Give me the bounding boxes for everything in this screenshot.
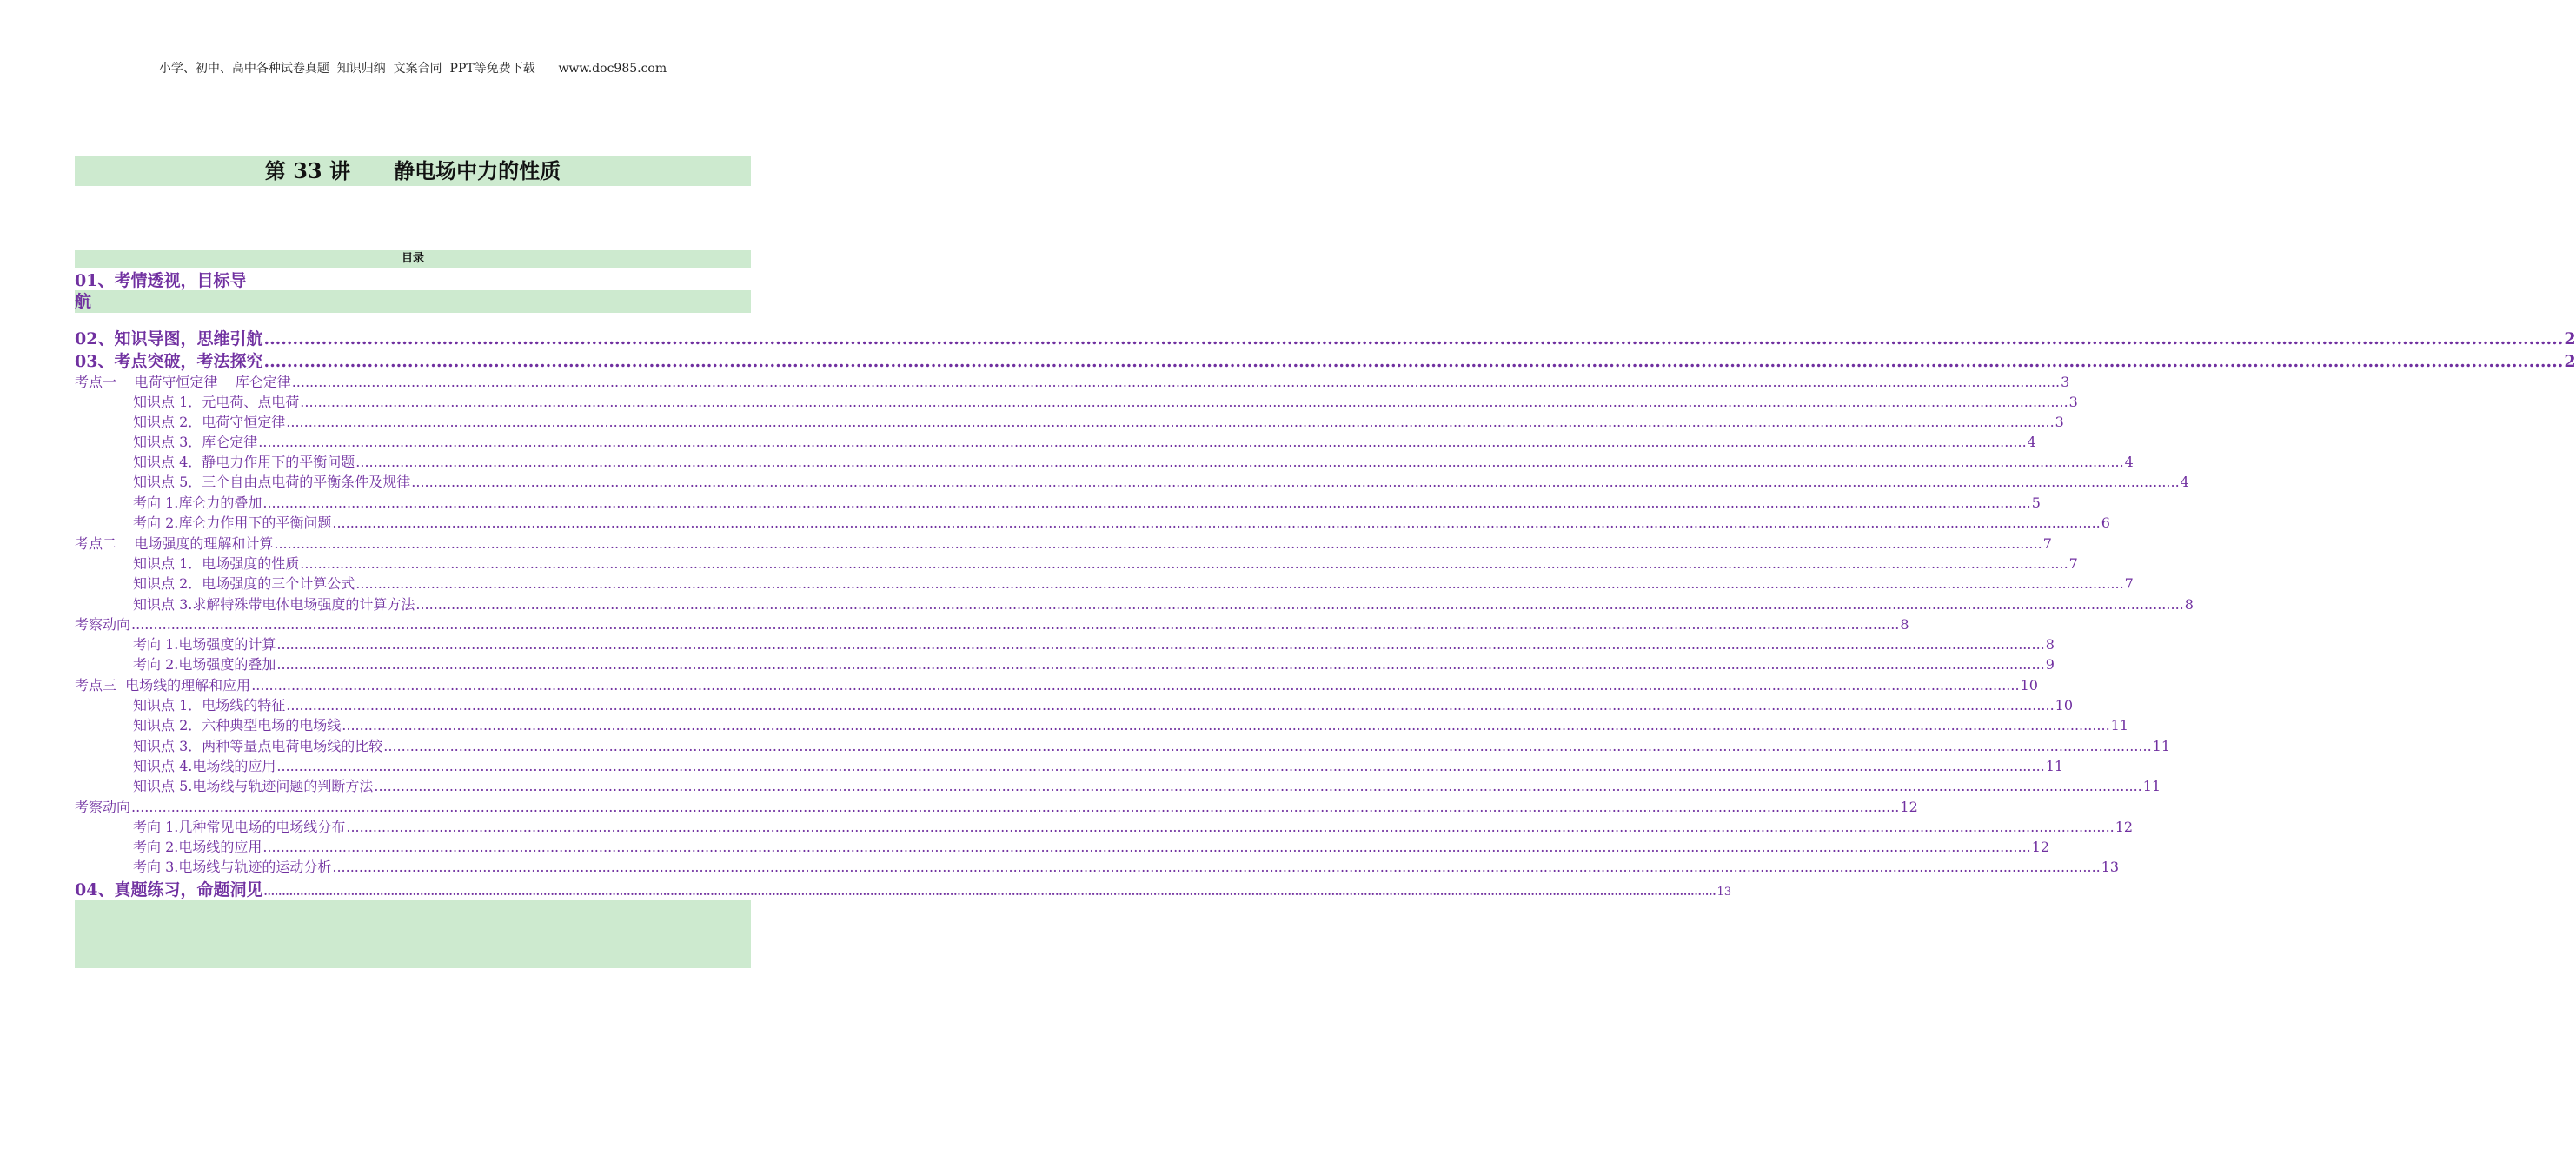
dot-leader: ................................................................................................................................................................................................................................................................................................................................................................................................................ (355, 454, 2124, 470)
dot-leader: ................................................................................................................................................................................................................................................................................................................................................................................................................ (263, 329, 2564, 348)
toc-entry[interactable] (133, 433, 2036, 452)
toc-entry-label: 考点三 电场线的理解和应用 (75, 677, 251, 694)
toc-entry-page: 7 (2068, 555, 2078, 572)
toc-entry[interactable] (133, 818, 2134, 837)
toc-entry-page: 11 (2152, 738, 2171, 754)
dot-leader: ................................................................................................................................................................................................................................................................................................................................................................................................................ (355, 575, 2124, 592)
dot-leader: ................................................................................................................................................................................................................................................................................................................................................................................................................ (300, 394, 2068, 410)
toc-entry-label: 知识点 5．三个自由点电荷的平衡条件及规律 (133, 474, 411, 490)
dot-leader: ................................................................................................................................................................................................................................................................................................................................................................................................................ (411, 474, 2180, 490)
toc-entry-label: 知识点 2．六种典型电场的电场线 (133, 717, 342, 733)
toc-entry-label: 知识点 4.电场线的应用 (133, 758, 276, 774)
dot-leader: ................................................................................................................................................................................................................................................................................................................................................................................................................ (262, 494, 2031, 511)
highlight-box (75, 900, 751, 968)
dot-leader: ................................................................................................................................................................................................................................................................................................................................................................................................................ (286, 697, 2055, 713)
dot-leader: ................................................................................................................................................................................................................................................................................................................................................................................................................ (131, 799, 1900, 815)
toc-entry-section01[interactable] (75, 269, 751, 315)
toc-entry[interactable] (133, 838, 2050, 857)
highlight-band (75, 290, 751, 313)
toc-entry[interactable] (133, 757, 2064, 776)
dot-leader: ................................................................................................................................................................................................................................................................................................................................................................................................................ (263, 352, 2564, 371)
toc-entry-label: 考向 3.电场线与轨迹的运动分析 (133, 859, 332, 875)
toc-entry-label: 知识点 1．电场线的特征 (133, 697, 286, 713)
toc-entry-page: 6 (2101, 514, 2110, 531)
toc-entry[interactable] (133, 716, 2129, 735)
dot-leader: ................................................................................................................................................................................................................................................................................................................................................................................................................ (346, 819, 2115, 835)
toc-entry-page: 10 (2055, 697, 2074, 713)
toc-entry[interactable] (133, 514, 2110, 533)
toc-entry-page: 11 (2110, 717, 2129, 733)
toc-entry-label: 考点二 电场强度的理解和计算 (75, 535, 274, 552)
toc-entry-label: 01、考情透视，目标导 (75, 271, 247, 290)
dot-leader: ................................................................................................................................................................................................................................................................................................................................................................................................................ (276, 656, 2045, 673)
toc-entry-label: 考点一 电荷守恒定律 库仑定律 (75, 374, 291, 390)
toc-entry-page: 9 (2045, 656, 2055, 673)
toc-entry[interactable] (133, 393, 2078, 412)
toc-entry-page: 8 (2045, 636, 2055, 653)
toc-entry-label: 考向 1.库仑力的叠加 (133, 494, 262, 511)
dot-leader: ................................................................................................................................................................................................................................................................................................................................................................................................................ (286, 414, 2055, 430)
toc-entry-page: 3 (2055, 414, 2064, 430)
toc-entry[interactable] (133, 595, 2194, 614)
toc-entry[interactable] (75, 351, 2576, 372)
toc-entry-page: 7 (2042, 535, 2052, 552)
toc-entry-page: 8 (2184, 596, 2194, 613)
toc-entry-label: 考向 1.几种常见电场的电场线分布 (133, 819, 346, 835)
dot-leader: ................................................................................................................................................................................................................................................................................................................................................................................................................ (332, 859, 2101, 875)
toc-entry[interactable] (133, 635, 2055, 654)
toc-entry[interactable] (133, 777, 2161, 796)
toc-entry-label: 知识点 2．电荷守恒定律 (133, 414, 286, 430)
toc-entry-page: 3 (2061, 374, 2070, 390)
toc-entry-page: 11 (2045, 758, 2064, 774)
toc-entry[interactable] (75, 615, 1909, 634)
toc-entry[interactable] (75, 373, 2070, 392)
toc-entry[interactable] (133, 473, 2189, 492)
toc-entry-page: 2 (2564, 352, 2576, 371)
dot-leader: ................................................................................................................................................................................................................................................................................................................................................................................................................ (276, 636, 2045, 653)
dot-leader: ................................................................................................................................................................................................................................................................................................................................................................................................................ (258, 434, 2027, 450)
toc-entry-page: 2 (2564, 329, 2576, 348)
toc-entry[interactable] (133, 494, 2041, 513)
toc-entry-label: 考察动向 (75, 616, 131, 633)
toc-entry-page: 8 (1900, 616, 1909, 633)
toc-entry-label: 知识点 1．元电荷、点电荷 (133, 394, 300, 410)
toc-entry-label: 03、考点突破，考法探究 (75, 352, 263, 371)
dot-leader: ................................................................................................................................................................................................................................................................................................................................................................................................................ (332, 514, 2101, 531)
toc-entry-page: 4 (2180, 474, 2189, 490)
toc-entry[interactable] (75, 328, 2576, 349)
toc-entry-page: 12 (2031, 839, 2050, 855)
dot-leader: ................................................................................................................................................................................................................................................................................................................................................................................................................ (415, 596, 2184, 613)
toc-entry[interactable] (133, 554, 2078, 574)
toc-entry-label: 04、真题练习，命题洞见 (75, 880, 263, 899)
dot-leader: ................................................................................................................................................................................................................................................................................................................................................................................................................ (262, 839, 2031, 855)
toc-entry-page: 7 (2124, 575, 2134, 592)
toc-entry-page: 3 (2068, 394, 2078, 410)
toc-entry[interactable] (133, 574, 2134, 594)
dot-leader: ................................................................................................................................................................................................................................................................................................................................................................................................................ (276, 758, 2045, 774)
toc-entry-label: 知识点 1．电场强度的性质 (133, 555, 300, 572)
dot-leader: ................................................................................................................................................................................................................................................................................................................................................................................................................ (342, 717, 2110, 733)
dot-leader: ................................................................................................................................................................................................................................................................................................................................................................................................................ (131, 616, 1900, 633)
toc-entry[interactable] (133, 655, 2055, 674)
toc-entry-label: 02、知识导图，思维引航 (75, 329, 263, 348)
toc-entry-label: 知识点 3．两种等量点电荷电场线的比较 (133, 738, 383, 754)
toc-entry-page: 12 (1900, 799, 1918, 815)
toc-entry-page: 10 (2020, 677, 2038, 694)
toc-entry-label: 考察动向 (75, 799, 131, 815)
toc-entry-label: 考向 2.电场强度的叠加 (133, 656, 276, 673)
toc-entry-page: 5 (2031, 494, 2041, 511)
toc-entry-label: 考向 2.电场线的应用 (133, 839, 262, 855)
toc-entry-page: 13 (2101, 859, 2120, 875)
toc-entry-page: 13 (1716, 886, 1732, 899)
toc-entry-label: 知识点 3．库仑定律 (133, 434, 258, 450)
toc-entry-page: 4 (2124, 454, 2134, 470)
toc-entry[interactable] (133, 453, 2134, 472)
toc-entry-page: 11 (2142, 778, 2161, 794)
toc-entry-label: 知识点 2．电场强度的三个计算公式 (133, 575, 355, 592)
dot-leader: ................................................................................................................................................................................................................................................................................................................................................................................................................ (291, 374, 2061, 390)
toc-heading: 目录 (75, 250, 751, 268)
toc-entry-label: 考向 2.库仑力作用下的平衡问题 (133, 514, 332, 531)
dot-leader: ................................................................................................................................................................................................................................................................................................................................................................................................................ (374, 778, 2142, 794)
toc-entry[interactable] (75, 879, 1732, 900)
dot-leader: ................................................................................................................................................................................................................................................................................................................................................................................................................ (383, 738, 2152, 754)
toc-entry[interactable] (75, 534, 2052, 554)
toc-entry-label: 考向 1.电场强度的计算 (133, 636, 276, 653)
dot-leader: ................................................................................................................................................................................................................................................................................................................................................................................................................ (263, 886, 1716, 898)
toc-entry[interactable] (133, 696, 2074, 715)
dot-leader: ................................................................................................................................................................................................................................................................................................................................................................................................................ (274, 535, 2042, 552)
toc-entry[interactable] (75, 676, 2038, 695)
toc-entry[interactable] (133, 858, 2120, 877)
toc-entry-page: 12 (2115, 819, 2134, 835)
page-header: 小学、初中、高中各种试卷真题 知识归纳 文案合同 PPT等免费下载 www.doc985.com (158, 62, 667, 76)
lecture-title: 第 33 讲 静电场中力的性质 (75, 156, 751, 186)
dot-leader: ................................................................................................................................................................................................................................................................................................................................................................................................................ (251, 677, 2020, 694)
toc-entry-label: 航 (75, 292, 92, 311)
toc-entry[interactable] (133, 737, 2171, 756)
toc-entry-label: 知识点 5.电场线与轨迹问题的判断方法 (133, 778, 374, 794)
toc-entry[interactable] (133, 413, 2064, 432)
toc-entry-label: 知识点 4．静电力作用下的平衡问题 (133, 454, 355, 470)
toc-entry[interactable] (75, 798, 1918, 817)
dot-leader: ................................................................................................................................................................................................................................................................................................................................................................................................................ (300, 555, 2068, 572)
toc-entry-page: 4 (2027, 434, 2036, 450)
toc-entry-label: 知识点 3.求解特殊带电体电场强度的计算方法 (133, 596, 415, 613)
